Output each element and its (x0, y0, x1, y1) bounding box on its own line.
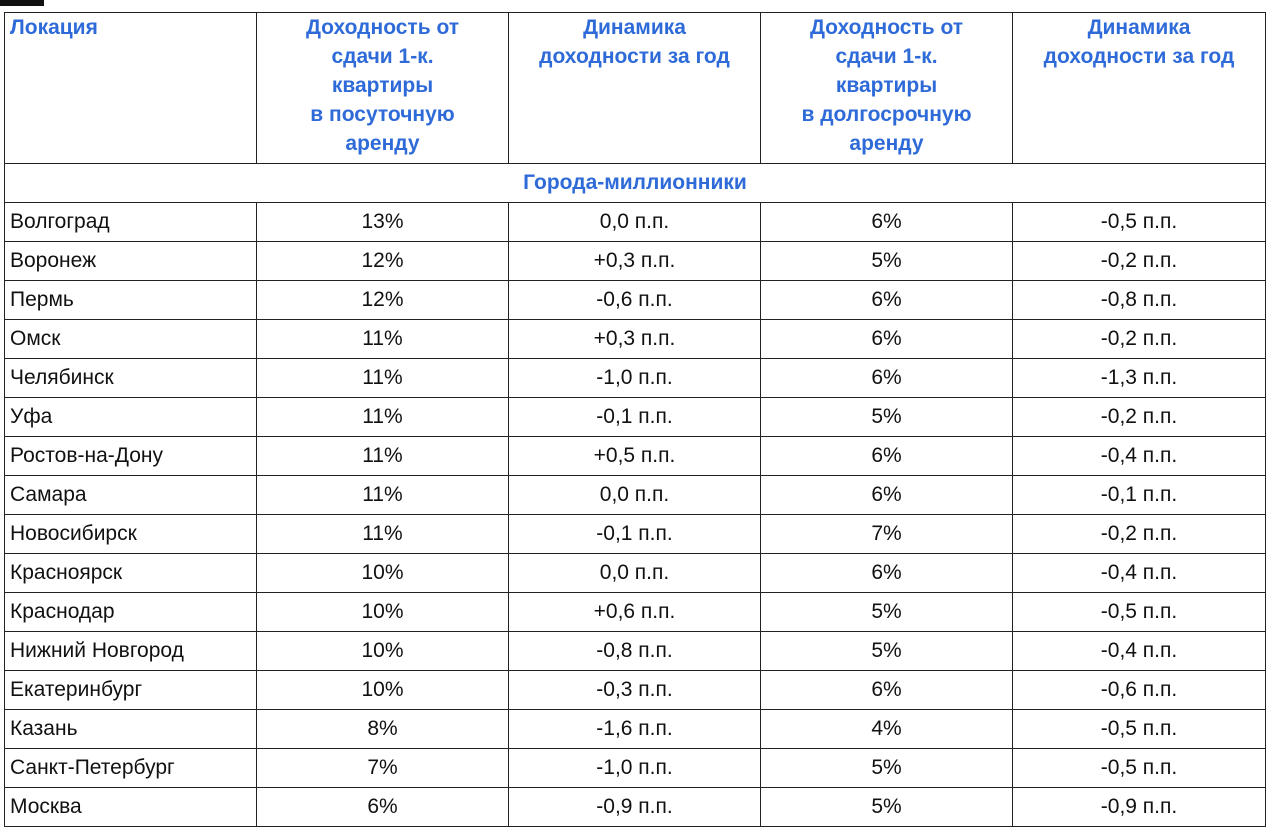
cell-daily-dynamics: +0,3 п.п. (509, 242, 761, 281)
table-row (5, 359, 1266, 398)
table-row (5, 749, 1266, 788)
cell-daily-yield: 13% (257, 203, 509, 242)
cell-long-term-dynamics: -0,6 п.п. (1013, 671, 1266, 710)
cell-daily-yield: 11% (257, 359, 509, 398)
table-row (5, 593, 1266, 632)
cell-long-term-dynamics: -0,5 п.п. (1013, 593, 1266, 632)
cell-daily-dynamics: +0,3 п.п. (509, 320, 761, 359)
cell-daily-dynamics: -0,6 п.п. (509, 281, 761, 320)
cell-city: Казань (5, 710, 257, 749)
cell-daily-yield: 12% (257, 242, 509, 281)
cell-long-term-yield: 5% (761, 593, 1013, 632)
cell-daily-dynamics: +0,6 п.п. (509, 593, 761, 632)
cell-daily-yield: 11% (257, 476, 509, 515)
cell-long-term-yield: 4% (761, 710, 1013, 749)
cell-daily-dynamics: +0,5 п.п. (509, 437, 761, 476)
cell-city: Нижний Новгород (5, 632, 257, 671)
table-row (5, 320, 1266, 359)
table-row (5, 554, 1266, 593)
cell-daily-yield: 12% (257, 281, 509, 320)
cell-long-term-yield: 5% (761, 398, 1013, 437)
cell-daily-dynamics: -1,0 п.п. (509, 749, 761, 788)
cell-city: Омск (5, 320, 257, 359)
cell-daily-yield: 7% (257, 749, 509, 788)
cell-long-term-yield: 5% (761, 632, 1013, 671)
cell-city: Красноярск (5, 554, 257, 593)
cell-daily-dynamics: -0,1 п.п. (509, 515, 761, 554)
header-daily-rent-yield: Доходность от сдачи 1-к. квартиры в посуточную аренду (257, 13, 509, 164)
cell-long-term-dynamics: -0,2 п.п. (1013, 515, 1266, 554)
cell-long-term-dynamics: -0,5 п.п. (1013, 203, 1266, 242)
cell-city: Краснодар (5, 593, 257, 632)
cell-daily-dynamics: 0,0 п.п. (509, 203, 761, 242)
cell-long-term-yield: 6% (761, 359, 1013, 398)
table-row (5, 398, 1266, 437)
header-long-term-yield-dynamics: Динамика доходности за год (1013, 13, 1266, 164)
cell-daily-dynamics: -1,6 п.п. (509, 710, 761, 749)
cell-daily-yield: 10% (257, 593, 509, 632)
cell-long-term-dynamics: -0,1 п.п. (1013, 476, 1266, 515)
cell-long-term-dynamics: -0,8 п.п. (1013, 281, 1266, 320)
cell-daily-yield: 11% (257, 437, 509, 476)
cell-long-term-dynamics: -0,2 п.п. (1013, 320, 1266, 359)
cell-daily-yield: 11% (257, 320, 509, 359)
cell-long-term-yield: 5% (761, 242, 1013, 281)
cell-daily-yield: 11% (257, 515, 509, 554)
table-row (5, 242, 1266, 281)
cell-daily-dynamics: -0,3 п.п. (509, 671, 761, 710)
cell-city: Екатеринбург (5, 671, 257, 710)
table-row (5, 281, 1266, 320)
cell-long-term-yield: 6% (761, 671, 1013, 710)
table-row (5, 632, 1266, 671)
cell-long-term-yield: 5% (761, 788, 1013, 827)
header-location: Локация (5, 13, 257, 164)
table-row (5, 710, 1266, 749)
cell-long-term-yield: 5% (761, 749, 1013, 788)
cell-city: Пермь (5, 281, 257, 320)
header-daily-yield-dynamics: Динамика доходности за год (509, 13, 761, 164)
cell-city: Санкт-Петербург (5, 749, 257, 788)
cell-long-term-dynamics: -0,4 п.п. (1013, 554, 1266, 593)
cell-long-term-dynamics: -0,2 п.п. (1013, 398, 1266, 437)
cell-daily-dynamics: 0,0 п.п. (509, 554, 761, 593)
table-row (5, 788, 1266, 827)
cell-city: Ростов-на-Дону (5, 437, 257, 476)
cell-long-term-dynamics: -0,4 п.п. (1013, 632, 1266, 671)
cell-city: Челябинск (5, 359, 257, 398)
cell-long-term-dynamics: -0,5 п.п. (1013, 710, 1266, 749)
header-row (5, 13, 1266, 164)
cell-long-term-dynamics: -0,2 п.п. (1013, 242, 1266, 281)
cell-city: Самара (5, 476, 257, 515)
cell-daily-dynamics: 0,0 п.п. (509, 476, 761, 515)
table-row (5, 515, 1266, 554)
section-row (5, 164, 1266, 203)
rental-yield-table (4, 12, 1266, 827)
cell-long-term-yield: 7% (761, 515, 1013, 554)
table-row (5, 476, 1266, 515)
cell-long-term-yield: 6% (761, 554, 1013, 593)
cell-long-term-yield: 6% (761, 476, 1013, 515)
cropped-heading-fragment (0, 0, 44, 6)
section-title: Города-миллионники (5, 164, 1266, 203)
cell-city: Волгоград (5, 203, 257, 242)
cell-daily-dynamics: -0,8 п.п. (509, 632, 761, 671)
cell-long-term-dynamics: -0,4 п.п. (1013, 437, 1266, 476)
cell-long-term-yield: 6% (761, 437, 1013, 476)
cell-city: Москва (5, 788, 257, 827)
table-row (5, 203, 1266, 242)
cell-daily-yield: 10% (257, 632, 509, 671)
cell-daily-yield: 10% (257, 554, 509, 593)
cell-long-term-yield: 6% (761, 203, 1013, 242)
cell-long-term-yield: 6% (761, 320, 1013, 359)
cell-daily-yield: 11% (257, 398, 509, 437)
table-row (5, 437, 1266, 476)
cell-daily-dynamics: -0,1 п.п. (509, 398, 761, 437)
cell-daily-yield: 8% (257, 710, 509, 749)
table-row (5, 671, 1266, 710)
cell-daily-dynamics: -1,0 п.п. (509, 359, 761, 398)
cell-long-term-dynamics: -0,9 п.п. (1013, 788, 1266, 827)
cell-city: Уфа (5, 398, 257, 437)
cell-city: Новосибирск (5, 515, 257, 554)
cell-long-term-dynamics: -0,5 п.п. (1013, 749, 1266, 788)
cell-city: Воронеж (5, 242, 257, 281)
header-long-term-rent-yield: Доходность от сдачи 1-к. квартиры в долгосрочную аренду (761, 13, 1013, 164)
cell-long-term-dynamics: -1,3 п.п. (1013, 359, 1266, 398)
cell-daily-dynamics: -0,9 п.п. (509, 788, 761, 827)
cell-daily-yield: 10% (257, 671, 509, 710)
cell-daily-yield: 6% (257, 788, 509, 827)
cell-long-term-yield: 6% (761, 281, 1013, 320)
